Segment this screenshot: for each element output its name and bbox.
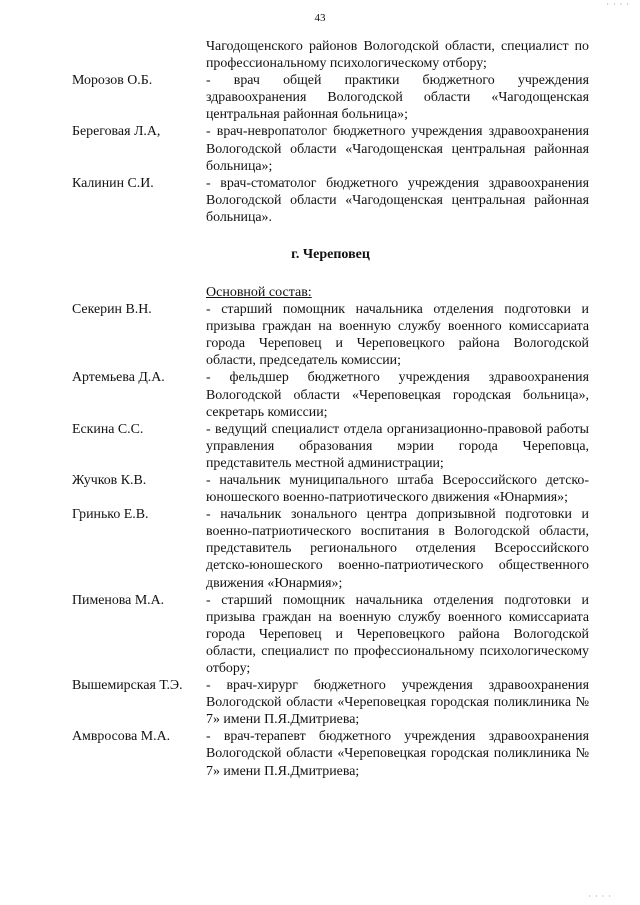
member-entry bbox=[72, 175, 589, 226]
member-name: Артемьева Д.А. bbox=[72, 370, 165, 386]
member-description: - начальник зонального центра допризывной подготовки и военно-патриотического воспитания в Вологодской области, представитель регионального отделения Всероссийского детско-юношеского военно-патриотического общественного движения «Юнармия»; bbox=[206, 507, 589, 591]
corner-mark-bottom: · · · · bbox=[588, 892, 612, 901]
member-entry bbox=[72, 677, 589, 728]
city-heading: г. Череповец bbox=[291, 247, 370, 263]
member-description: - врач-хирург бюджетного учреждения здравоохранения Вологодской области «Череповецкая городская поликлиника № 7» имени П.Я.Дмитриева; bbox=[206, 678, 589, 728]
member-description: - старший помощник начальника отделения подготовки и призыва граждан на военную службу военного комиссариата города Череповец и Череповецкого района Вологодской области, председатель комиссии; bbox=[206, 302, 589, 369]
member-name: Пименова М.А. bbox=[72, 592, 165, 608]
member-description: - врач-терапевт бюджетного учреждения здравоохранения Вологодской области «Череповецкая городская поликлиника № 7» имени П.Я.Дмитриева; bbox=[206, 729, 589, 779]
continuation-text: Чагодощенского районов Вологодской области, специалист по профессиональному психологическому отбору; bbox=[206, 39, 589, 72]
member-description: - фельдшер бюджетного учреждения здравоохранения Вологодской области «Череповецкая городская больница», секретарь комиссии; bbox=[206, 370, 589, 420]
member-name: Гринько Е.В. bbox=[72, 507, 149, 523]
member-name: Секерин В.Н. bbox=[72, 302, 152, 318]
members-list bbox=[72, 301, 589, 780]
member-name: Амвросова М.А. bbox=[72, 729, 171, 745]
member-entry bbox=[72, 421, 589, 472]
member-description: - ведущий специалист отдела организационно-правовой работы управления образования мэрии города Череповца, представитель местной администрации; bbox=[206, 421, 589, 471]
member-description: - врач общей практики бюджетного учреждения здравоохранения Вологодской области «Чагодощенская центральная районная больница»; bbox=[206, 73, 589, 123]
member-description: - врач-невропатолог бюджетного учреждения здравоохранения Вологодской области «Чагодощенская центральная районная больница»; bbox=[206, 124, 589, 174]
member-name: Ескина С.С. bbox=[72, 421, 144, 437]
member-description: - старший помощник начальника отделения подготовки и призыва граждан на военную службу военного комиссариата города Череповец и Череповецкого района Вологодской области, специалист по профессиональному психологическому отбору; bbox=[206, 592, 589, 676]
member-name: Береговая Л.А, bbox=[72, 124, 161, 140]
page-number: 43 bbox=[314, 12, 326, 24]
member-entry bbox=[72, 592, 589, 677]
member-description: - врач-стоматолог бюджетного учреждения здравоохранения Вологодской области «Чагодощенская центральная районная больница». bbox=[206, 175, 589, 225]
member-name: Вышемирская Т.Э. bbox=[72, 678, 183, 694]
member-name: Жучков К.В. bbox=[72, 472, 147, 488]
section-heading bbox=[72, 285, 589, 301]
member-entry bbox=[72, 506, 589, 591]
member-entry bbox=[72, 472, 589, 506]
corner-mark-top: · · · · bbox=[606, 0, 630, 9]
continuation-entry bbox=[72, 38, 589, 72]
member-entry bbox=[72, 301, 589, 369]
member-name: Морозов О.Б. bbox=[72, 73, 153, 89]
member-entry bbox=[72, 369, 589, 420]
section-heading-text: Основной состав: bbox=[206, 285, 312, 301]
pre-entries-list bbox=[72, 72, 589, 226]
member-entry bbox=[72, 123, 589, 174]
member-name: Калинин С.И. bbox=[72, 175, 154, 191]
member-entry bbox=[72, 728, 589, 779]
member-entry bbox=[72, 72, 589, 123]
member-description: - начальник муниципального штаба Всероссийского детско-юношеского военно-патриотического движения «Юнармия»; bbox=[206, 472, 589, 506]
document-body bbox=[72, 38, 589, 780]
